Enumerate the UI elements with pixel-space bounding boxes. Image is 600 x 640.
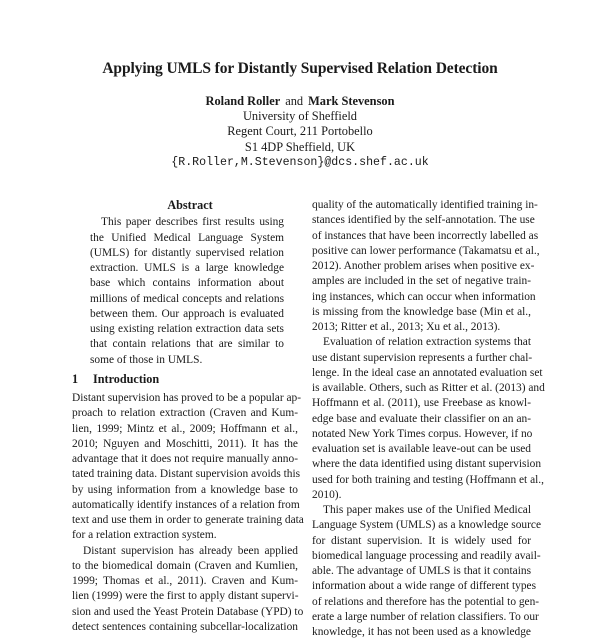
text-line: for a relation extraction system. <box>72 529 217 542</box>
text-line: Distant supervision has proved to be a popular ap- <box>72 392 302 404</box>
text-line: base which contains information about <box>90 277 284 290</box>
address-line-2: S1 4DP Sheffield, UK <box>244 139 356 154</box>
text-line: notated New York Times corpus. However, if no <box>312 427 533 440</box>
text-line: lien (1999) were the first to apply distant supervi- <box>72 590 299 603</box>
author-names <box>0 94 600 109</box>
text-line: by using information from a knowledge base to <box>72 483 298 496</box>
text-line: proach to relation extraction (Craven and Kum- <box>72 407 298 420</box>
author-conjunction: and <box>285 94 304 108</box>
text-line: erate a large number of relation classifiers. To our <box>312 610 539 623</box>
text-line: automatically identify instances of a relation from <box>72 498 300 511</box>
abstract-body <box>90 215 284 368</box>
text-line: used for both training and testing (Hoffmann et al., <box>312 473 544 486</box>
text-line: of relations and therefore has the potential to gen- <box>312 595 540 608</box>
author-email: {R.Roller,M.Stevenson}@dcs.shef.ac.uk <box>171 155 429 169</box>
right-paragraph-3 <box>312 503 542 640</box>
text-line: to the biomedical domain (Craven and Kumlien, <box>72 559 298 572</box>
text-line: positive can lower performance (Takamatsu et al., <box>312 244 540 257</box>
intro-paragraph-1 <box>72 391 304 544</box>
text-line: 2012). Another problem arises when positive ex- <box>312 260 535 272</box>
section-title: Introduction <box>93 371 160 386</box>
text-line: Evaluation of relation extraction systems that <box>323 336 531 349</box>
text-line: able. The advantage of UMLS is that it contains <box>312 565 531 577</box>
text-line: 2010; Nguyen and Moschitti, 2011). It has the <box>72 437 298 450</box>
text-line: stances identified by the self-annotation. The use <box>312 214 535 227</box>
text-line: text and use them in order to generate training data <box>72 514 304 526</box>
text-line: information about a wide range of different types <box>312 580 537 593</box>
text-line: between them. Our approach is evaluated <box>90 307 284 320</box>
text-line: knowledge, it has not been used as a knowledge <box>312 626 531 638</box>
text-line: biomedical language processing and readily avail- <box>312 549 541 562</box>
text-line: Hoffmann et al. (2011), use Freebase as knowl- <box>312 397 531 410</box>
author-2: Mark Stevenson <box>308 94 395 108</box>
author-1: Roland Roller <box>205 94 281 108</box>
text-line: use distant supervision represents a further chal- <box>312 351 533 364</box>
right-paragraph-2 <box>312 335 545 503</box>
text-line: 2010). <box>312 488 342 501</box>
left-column <box>72 198 304 635</box>
text-line: that contain relations that are similar to <box>90 338 284 351</box>
text-line: sion and used the Yeast Protein Database (YPD) to <box>72 605 304 618</box>
affiliation: University of Sheffield <box>242 109 358 124</box>
text-line: tated training data. Distant supervision avoids this <box>72 468 301 481</box>
text-line: (UMLS) for distantly supervised relation <box>90 246 284 259</box>
text-line: of instances that have been incorrectly labelled as <box>312 229 539 242</box>
text-line: Distant supervision has already been applied <box>83 544 298 557</box>
text-line: edge base and evaluate their classifier on an an- <box>312 412 531 425</box>
text-line: extraction. UMLS is a large knowledge <box>90 262 284 274</box>
address-line-1: Regent Court, 211 Portobello <box>227 124 373 139</box>
text-line: is available. Others, such as Ritter et al. (2013) and <box>312 382 545 394</box>
text-line: detect sentences containing subcellar-localization <box>72 620 298 633</box>
text-line: Language System (UMLS) as a knowledge source <box>312 519 542 532</box>
text-line: some of those in UMLS. <box>90 353 203 366</box>
section-number: 1 <box>72 371 79 386</box>
paper-title: Applying UMLS for Distantly Supervised Relation Detection <box>102 60 498 77</box>
right-paragraph-1 <box>312 198 540 335</box>
section-heading-introduction <box>72 372 298 387</box>
intro-paragraph-2 <box>72 544 304 636</box>
text-line: This paper describes first results using <box>101 216 284 229</box>
text-line: is missing from the knowledge base (Min et al., <box>312 305 531 318</box>
text-line: ing instances, which can occur when information <box>312 290 536 303</box>
text-line: This paper makes use of the Unified Medical <box>323 504 531 516</box>
text-line: amples are included in the set of negative train- <box>312 275 531 288</box>
text-line: lenge. In the ideal case an annotated evaluation set <box>312 366 543 379</box>
text-line: 2013; Ritter et al., 2013; Xu et al., 2013). <box>312 321 501 333</box>
abstract-heading: Abstract <box>167 198 213 212</box>
text-line: for distant supervision. It is widely used for <box>312 534 531 547</box>
text-line: lien, 1999; Mintz et al., 2009; Hoffmann et al., <box>72 422 298 435</box>
author-block <box>0 94 600 170</box>
right-column <box>312 198 545 640</box>
text-line: millions of medical concepts and relations <box>90 292 284 305</box>
text-line: using existing relation extraction data sets <box>90 323 284 335</box>
text-line: where the data identified using distant supervision <box>312 458 542 471</box>
text-line: quality of the automatically identified training in- <box>312 199 538 211</box>
text-line: evaluation set is available leave-out can be used <box>312 443 531 455</box>
text-line: the Unified Medical Language System <box>90 231 284 244</box>
text-line: 1999; Thomas et al., 2011). Craven and Kum- <box>72 575 298 587</box>
text-line: advantage that it does not require manually anno- <box>72 453 298 465</box>
